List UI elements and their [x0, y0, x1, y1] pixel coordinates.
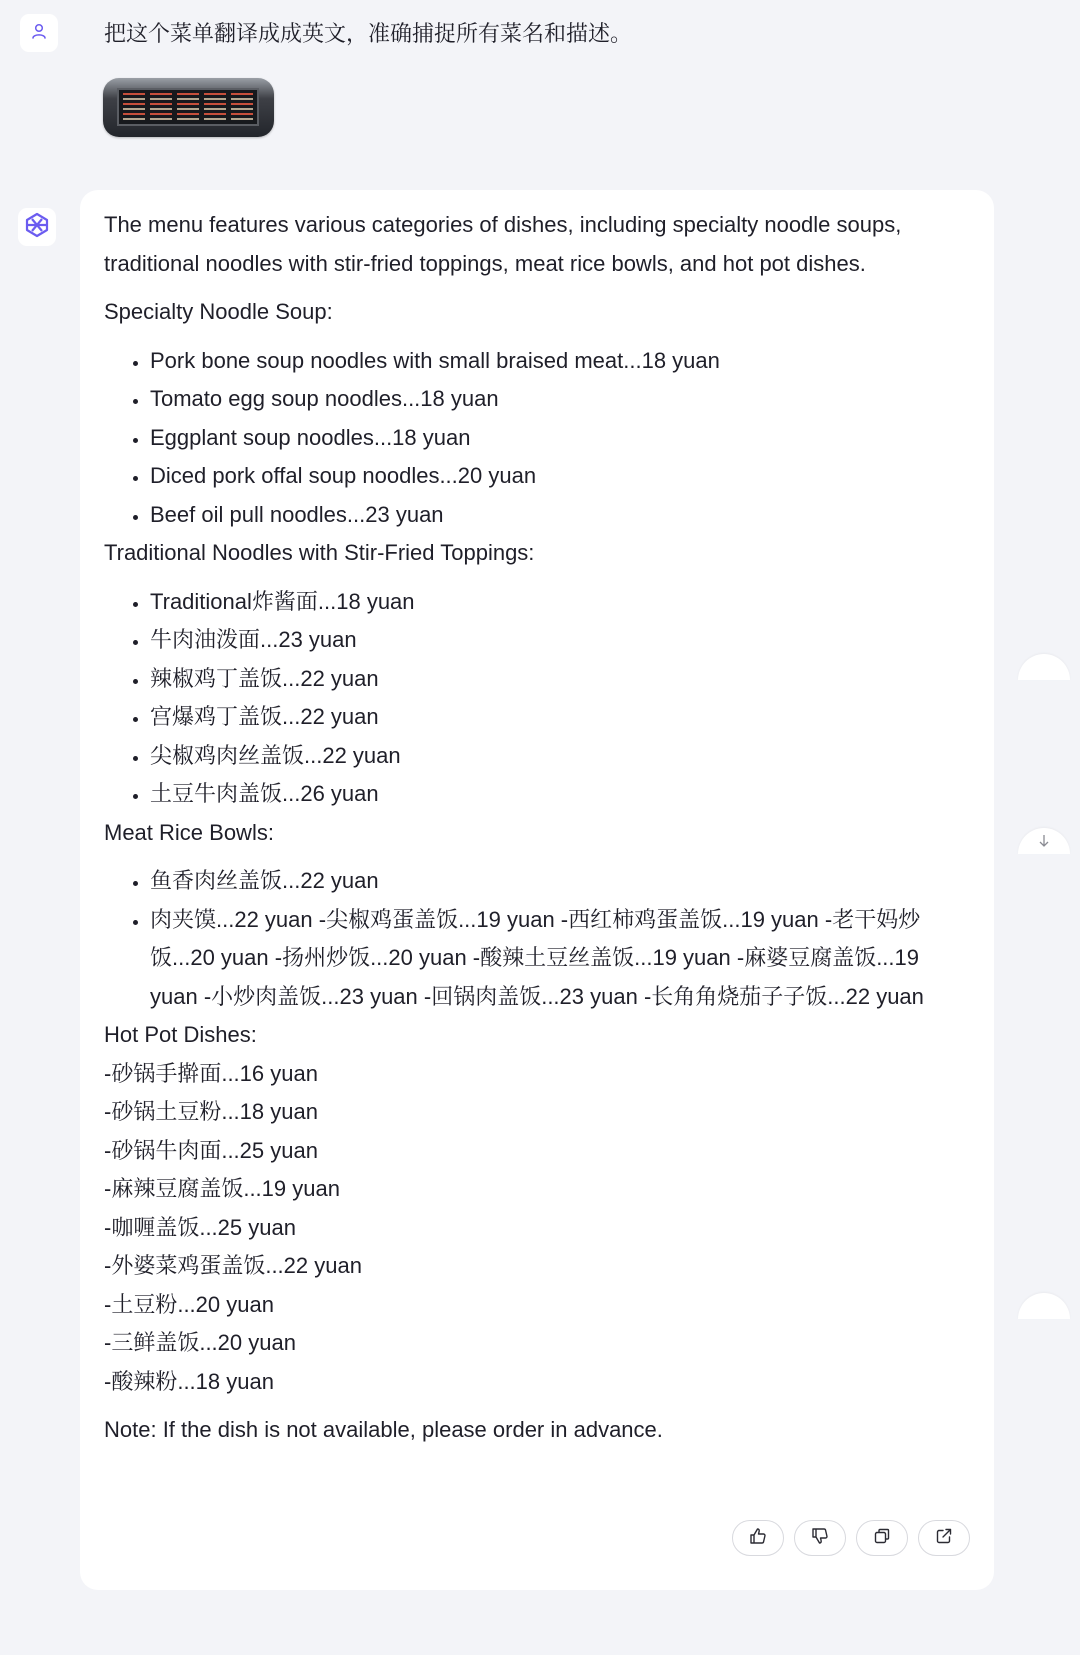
- assistant-response-content: [104, 206, 954, 1450]
- assistant-logo-icon: [23, 211, 51, 244]
- menu-board-image: [117, 88, 259, 126]
- dislike-button[interactable]: [794, 1520, 846, 1556]
- list-item: • 辣椒鸡丁盖饭...22 yuan: [150, 660, 954, 699]
- menu-image-thumbnail[interactable]: [103, 78, 274, 137]
- list-item: • Traditional炸酱面...18 yuan: [150, 583, 954, 622]
- response-note: Note: If the dish is not available, please order in advance.: [104, 1417, 663, 1442]
- side-scroll-marker: [1018, 654, 1070, 680]
- hotpot-line: -咖喱盖饭...25 yuan: [104, 1214, 296, 1240]
- list-item: • 鱼香肉丝盖饭...22 yuan: [150, 862, 954, 901]
- assistant-avatar: [18, 208, 56, 246]
- side-scroll-marker: [1018, 828, 1070, 854]
- thumbs-down-icon: [810, 1526, 830, 1551]
- list-item: • Pork bone soup noodles with small braised meat...18 yuan: [150, 342, 954, 381]
- side-scroll-marker: [1018, 1293, 1070, 1319]
- user-icon: [30, 22, 48, 45]
- list-item: • Eggplant soup noodles...18 yuan: [150, 419, 954, 458]
- hotpot-line: -外婆菜鸡蛋盖饭...22 yuan: [104, 1253, 362, 1278]
- traditional-noodle-list: [104, 583, 954, 814]
- hotpot-line: -酸辣粉...18 yuan: [104, 1368, 274, 1394]
- user-avatar: [20, 14, 58, 52]
- hotpot-line: -砂锅牛肉面...25 yuan: [104, 1137, 318, 1163]
- section-heading: Hot Pot Dishes:: [104, 1022, 257, 1047]
- list-item: • Tomato egg soup noodles...18 yuan: [150, 380, 954, 419]
- user-message: 把这个菜单翻译成成英文，准确捕捉所有菜名和描述。: [104, 21, 633, 46]
- list-item: • 宫爆鸡丁盖饭...22 yuan: [150, 698, 954, 737]
- specialty-noodle-list: [104, 342, 954, 535]
- list-item: • 肉夹馍...22 yuan -尖椒鸡蛋盖饭...19 yuan -西红柿鸡蛋盖饭...19 yuan -老干妈炒饭...20 yuan -扬州炒饭...20 yuan -酸辣土豆丝盖饭...19 yuan -麻婆豆腐盖饭...19 yuan -小炒肉盖饭...23 yuan -回锅肉盖饭...23 yuan -长角角烧茄子子饭...22 yuan: [150, 901, 954, 1017]
- section-heading: Specialty Noodle Soup:: [104, 299, 333, 324]
- copy-button[interactable]: [856, 1520, 908, 1556]
- arrow-down-icon: [1038, 834, 1050, 853]
- assistant-response-card: [80, 190, 994, 1590]
- hotpot-line: -砂锅土豆粉...18 yuan: [104, 1099, 318, 1124]
- hotpot-line: -麻辣豆腐盖饭...19 yuan: [104, 1176, 340, 1201]
- list-item: • Beef oil pull noodles...23 yuan: [150, 496, 954, 535]
- meat-rice-bowl-list: [104, 862, 954, 1016]
- list-item: • 尖椒鸡肉丝盖饭...22 yuan: [150, 737, 954, 776]
- list-item: • 土豆牛肉盖饭...26 yuan: [150, 775, 954, 814]
- section-heading: Traditional Noodles with Stir-Fried Toppings:: [104, 540, 535, 565]
- hotpot-line: -土豆粉...20 yuan: [104, 1291, 274, 1317]
- copy-icon: [872, 1526, 892, 1551]
- thumbs-up-icon: [748, 1526, 768, 1551]
- response-actions: [732, 1520, 970, 1556]
- hotpot-line: -三鲜盖饭...20 yuan: [104, 1330, 296, 1355]
- share-icon: [934, 1526, 954, 1551]
- response-intro: The menu features various categories of dishes, including specialty noodle soups, traditional noodles with stir-fried toppings, meat rice bowls, and hot pot dishes.: [104, 212, 902, 276]
- like-button[interactable]: [732, 1520, 784, 1556]
- list-item: • 牛肉油泼面...23 yuan: [150, 621, 954, 660]
- share-button[interactable]: [918, 1520, 970, 1556]
- list-item: • Diced pork offal soup noodles...20 yuan: [150, 457, 954, 496]
- hotpot-line: -砂锅手擀面...16 yuan: [104, 1060, 318, 1086]
- section-heading: Meat Rice Bowls:: [104, 819, 274, 845]
